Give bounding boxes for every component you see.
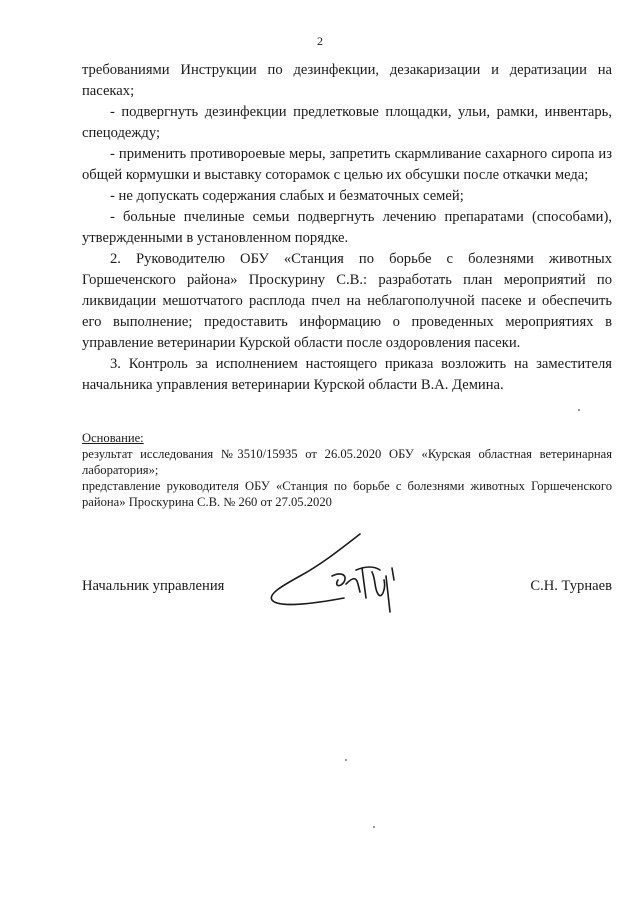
- paragraph: - не допускать содержания слабых и безматочных семей;: [110, 188, 464, 204]
- scan-speck: [345, 759, 347, 761]
- paragraph: - применить противороевые меры, запретить скармливание сахарного сиропа из общей кормушки и выставку сотoрамок с целью их обсушки после откачки меда;: [82, 146, 612, 183]
- basis-title: Основание:: [82, 431, 144, 445]
- signatory-name: С.Н. Турнаев: [530, 578, 612, 594]
- page-number: 2: [317, 34, 323, 48]
- paragraph: - больные пчелиные семьи подвергнуть лечению препаратами (способами), утвержденными в установленном порядке.: [82, 209, 612, 246]
- paragraph: - подвергнуть дезинфекции предлетковые площадки, ульи, рамки, инвентарь, спецодежду;: [82, 104, 612, 141]
- basis-item: представление руководителя ОБУ «Станция по борьбе с болезнями животных Горшеченского района» Проскурина С.В. № 260 от 27.05.2020: [82, 479, 612, 509]
- basis-item: результат исследования №3510/15935 от 26.05.2020 ОБУ «Курская областная ветеринарная лаборатория»;: [82, 447, 612, 477]
- scan-speck: [373, 826, 375, 828]
- paragraph: 3. Контроль за исполнением настоящего приказа возложить на заместителя начальника управления ветеринарии Курской области В.А. Демина.: [82, 356, 612, 393]
- paragraph: 2. Руководителю ОБУ «Станция по борьбе с болезнями животных Горшеченского района» Проскурину С.В.: разработать план мероприятий по ликвидации мешотчатого расплода пчел на неблагополучной пасеке и обеспечить его выполнение; предоставить информацию о проведенных мероприятиях в управление ветеринарии Курской области после оздоровления пасеки.: [82, 251, 612, 351]
- paragraph: требованиями Инструкции по дезинфекции, дезакаризации и дератизации на пасеках;: [82, 62, 612, 99]
- handwritten-signature: [262, 528, 412, 618]
- order-body: [82, 60, 612, 396]
- basis-section: [82, 430, 612, 510]
- scan-speck: [578, 409, 580, 411]
- signatory-position: Начальник управления: [82, 578, 225, 594]
